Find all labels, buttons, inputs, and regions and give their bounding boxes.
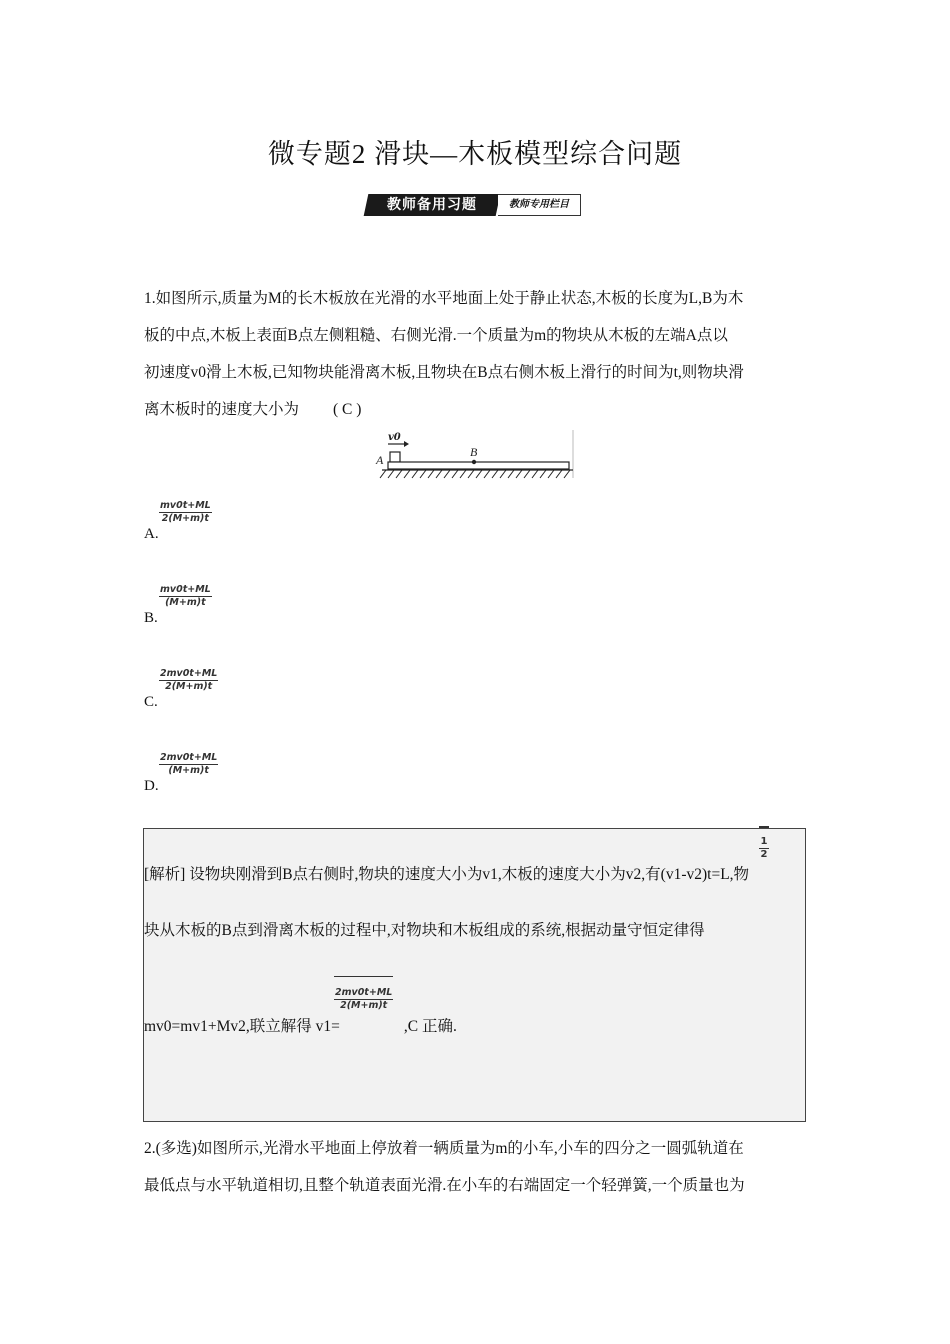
point-b-label: B — [470, 445, 478, 459]
banner-right: 教师专用栏目 — [498, 194, 581, 216]
q1-line-1: 1.如图所示,质量为M的长木板放在光滑的水平地面上处于静止状态,木板的长度为L,B为木 — [144, 290, 744, 307]
q1-line-3: 初速度v0滑上木板,已知物块能滑离木板,且物块在B点右侧木板上滑行的时间为t,则物块滑 — [144, 364, 744, 381]
banner-left: 教师备用习题 — [364, 194, 501, 216]
option-a-denominator: 2(M+m)t — [161, 513, 209, 524]
analysis-line-3: mv0=mv1+Mv2,联立解得 v1= ,C 正确. — [144, 1018, 457, 1035]
option-c-denominator: 2(M+m)t — [165, 681, 213, 692]
option-b[interactable] — [144, 584, 344, 632]
option-d[interactable] — [144, 752, 344, 800]
analysis-line-2: 块从木板的B点到滑离木板的过程中,对物块和木板组成的系统,根据动量守恒定律得 — [144, 922, 705, 939]
q2-line-1: 2.(多选)如图所示,光滑水平地面上停放着一辆质量为m的小车,小车的四分之一圆弧轨道在 — [144, 1140, 744, 1157]
option-c[interactable] — [144, 668, 344, 716]
option-d-denominator: (M+m)t — [168, 765, 209, 776]
option-b-numerator: mv0t+ML — [160, 584, 211, 595]
analysis-line-1: [解析] 设物块刚滑到B点右侧时,物块的速度大小为v1,木板的速度大小为v2,有(v1-v2)t=L,物 — [144, 866, 750, 883]
half-fraction: 1 2 — [759, 826, 769, 861]
option-b-denominator: (M+m)t — [165, 597, 206, 608]
option-c-numerator: 2mv0t+ML — [160, 668, 218, 679]
board-diagram — [374, 428, 576, 482]
teacher-banner — [366, 192, 582, 218]
option-c-label: C. — [144, 694, 158, 710]
ground-hatch — [380, 470, 570, 478]
option-b-label: B. — [144, 610, 158, 626]
q2-line-2: 最低点与水平轨道相切,且整个轨道表面光滑.在小车的右端固定一个轻弹簧,一个质量也为 — [144, 1177, 745, 1194]
q1-answer: ( C ) — [333, 401, 362, 418]
option-a-numerator: mv0t+ML — [160, 500, 211, 511]
point-a-label: A — [376, 453, 384, 467]
q1-line-4: 离木板时的速度大小为 ( C ) — [144, 401, 362, 418]
question-2 — [144, 1130, 808, 1204]
option-a-label: A. — [144, 526, 159, 542]
page-title: 微专题2 滑块—木板模型综合问题 — [267, 139, 683, 169]
option-d-label: D. — [144, 778, 159, 794]
option-a[interactable] — [144, 500, 344, 548]
question-1 — [144, 280, 808, 428]
analysis-fraction: $\frac{2mv0t+ML}{2(M+m)t}$ — [334, 976, 393, 1012]
option-d-numerator: 2mv0t+ML — [160, 752, 218, 763]
v0-label: v0 — [388, 432, 401, 443]
q1-line-2: 板的中点,木板上表面B点左侧粗糙、右侧光滑.一个质量为m的物块从木板的左端A点以 — [144, 327, 728, 344]
